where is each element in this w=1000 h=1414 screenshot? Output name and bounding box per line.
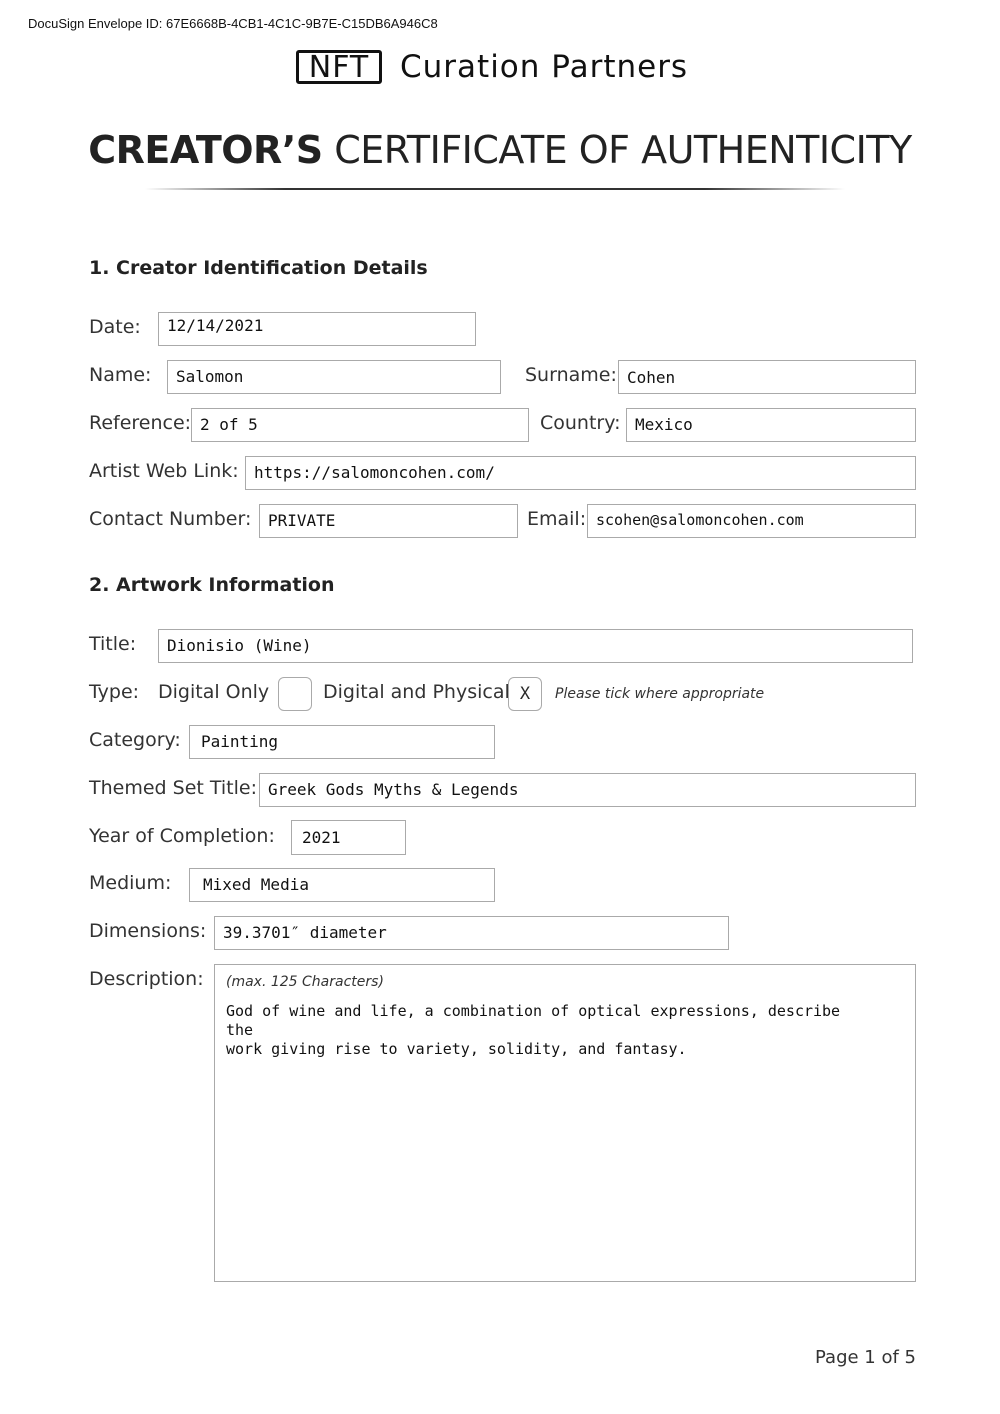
- dimensions-field[interactable]: 39.3701″ diameter: [214, 916, 729, 950]
- surname-label: Surname:: [525, 364, 617, 386]
- themed-set-label: Themed Set Title:: [89, 777, 257, 799]
- contact-number-field[interactable]: PRIVATE: [259, 504, 518, 538]
- date-field[interactable]: 12/14/2021: [158, 312, 476, 346]
- brand-logo: [296, 46, 688, 88]
- email-field[interactable]: scohen@salomoncohen.com: [587, 504, 916, 538]
- description-text: God of wine and life, a combination of optical expressions, describe the work giving rise to variety, solidity, and fantasy.: [226, 1002, 841, 1058]
- country-label: Country:: [540, 412, 621, 434]
- year-field[interactable]: 2021: [291, 820, 406, 855]
- type-digital-only-checkbox[interactable]: [278, 677, 312, 711]
- reference-field[interactable]: 2 of 5: [191, 408, 529, 442]
- name-label: Name:: [89, 364, 152, 386]
- country-field[interactable]: Mexico: [626, 408, 916, 442]
- themed-set-field[interactable]: Greek Gods Myths & Legends: [259, 773, 916, 807]
- section-1-heading: 1. Creator Identification Details: [89, 257, 428, 279]
- section-2-heading: 2. Artwork Information: [89, 574, 335, 596]
- title-label: Title:: [89, 633, 137, 655]
- contact-number-label: Contact Number:: [89, 508, 252, 530]
- envelope-id: DocuSign Envelope ID: 67E6668B-4CB1-4C1C-9B7E-C15DB6A946C8: [28, 16, 438, 31]
- year-label: Year of Completion:: [89, 825, 275, 847]
- page-number: Page 1 of 5: [815, 1347, 916, 1368]
- name-field[interactable]: Salomon: [167, 360, 501, 394]
- type-hint: Please tick where appropriate: [555, 686, 765, 702]
- title-light: CERTIFICATE OF AUTHENTICITY: [334, 128, 912, 172]
- medium-label: Medium:: [89, 872, 172, 894]
- type-digital-physical-checkbox[interactable]: X: [508, 677, 542, 711]
- web-link-label: Artist Web Link:: [89, 460, 239, 482]
- logo-nft-box: NFT: [296, 50, 382, 84]
- description-label: Description:: [89, 968, 204, 990]
- logo-text: Curation Partners: [400, 49, 689, 85]
- reference-label: Reference:: [89, 412, 192, 434]
- type-label: Type:: [89, 681, 140, 703]
- medium-field[interactable]: Mixed Media: [189, 868, 495, 902]
- title-divider: [145, 188, 845, 190]
- page-title: [0, 128, 1000, 172]
- type-digital-only-label: Digital Only: [158, 681, 270, 703]
- category-label: Category:: [89, 729, 181, 751]
- web-link-field[interactable]: https://salomoncohen.com/: [245, 456, 916, 490]
- description-hint: (max. 125 Characters): [226, 974, 384, 990]
- description-field[interactable]: [214, 964, 916, 1282]
- email-label: Email:: [527, 508, 587, 530]
- dimensions-label: Dimensions:: [89, 920, 207, 942]
- date-label: Date:: [89, 316, 141, 338]
- artwork-title-field[interactable]: Dionisio (Wine): [158, 629, 913, 663]
- surname-field[interactable]: Cohen: [618, 360, 916, 394]
- category-field[interactable]: Painting: [189, 725, 495, 759]
- title-bold: CREATOR’S: [88, 128, 323, 172]
- type-digital-physical-label: Digital and Physical: [323, 681, 510, 703]
